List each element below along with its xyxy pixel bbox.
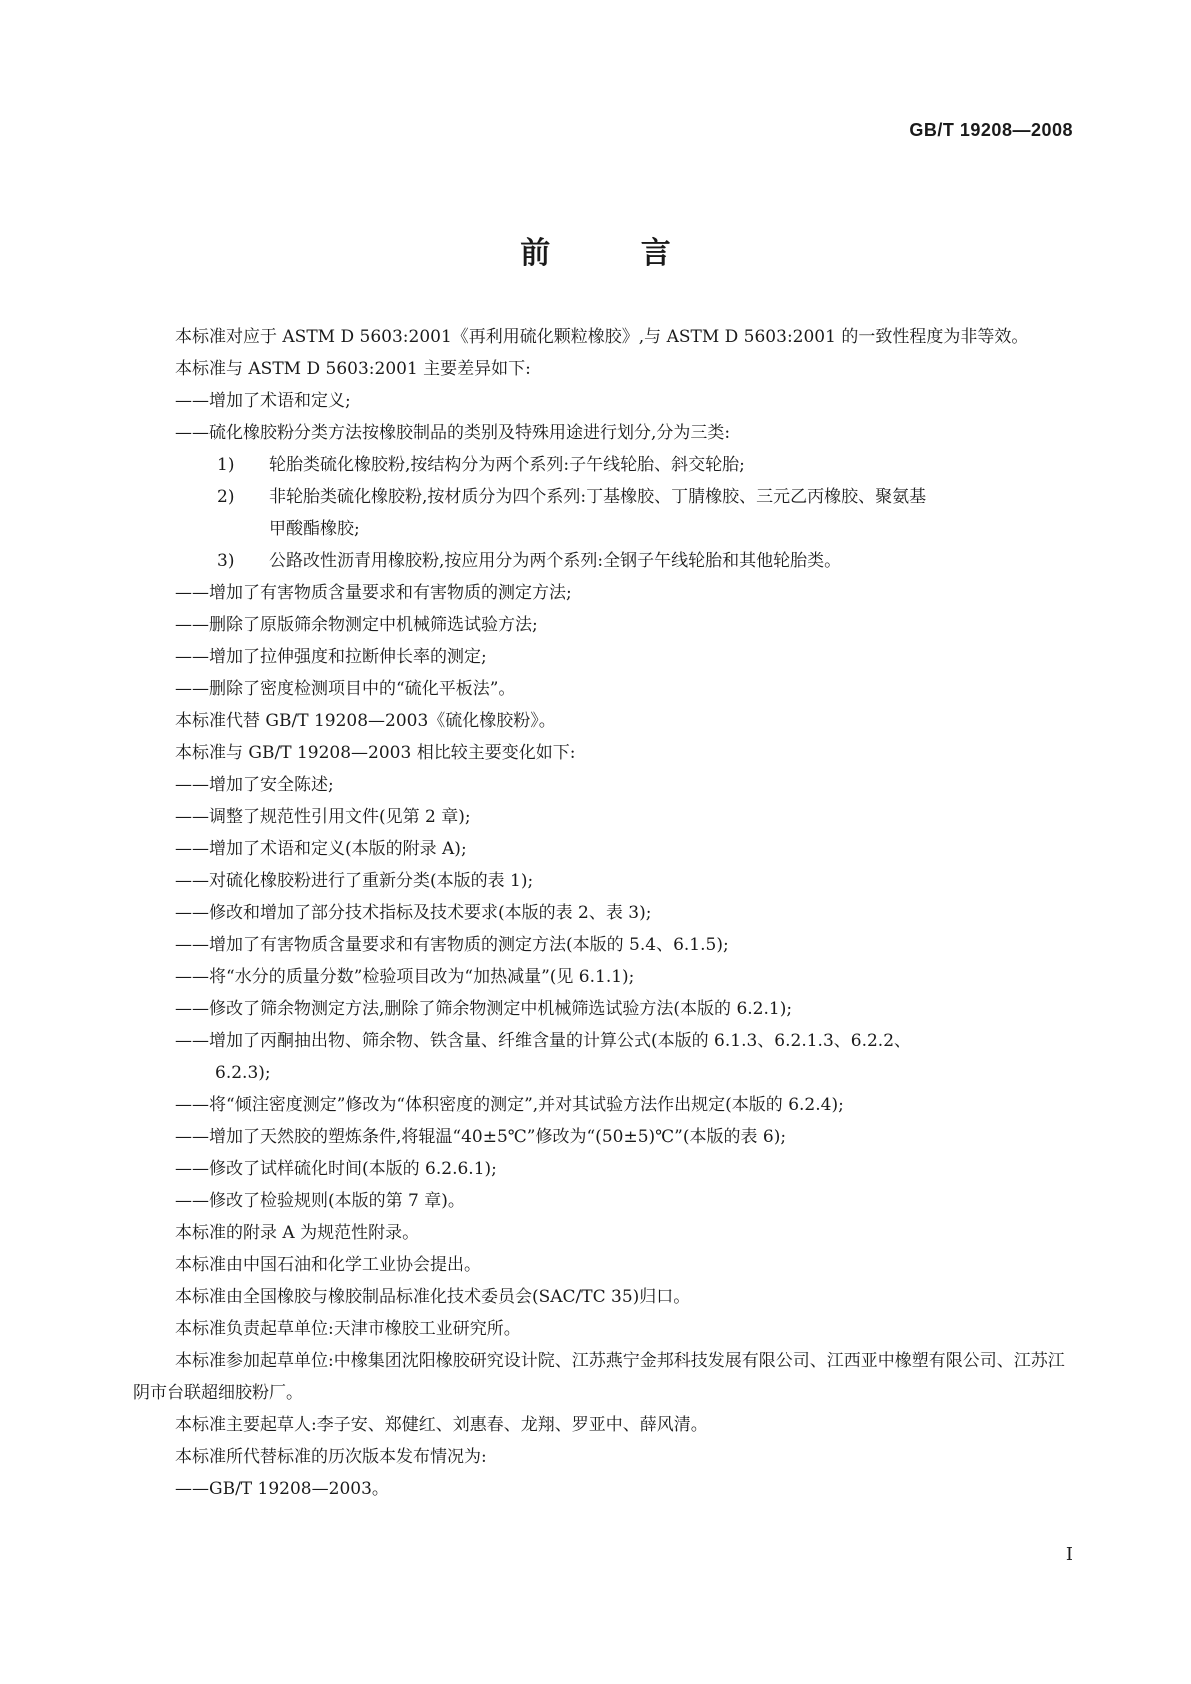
list-item bbox=[133, 1025, 1073, 1089]
paragraph: 本标准由中国石油和化学工业协会提出。 bbox=[175, 1255, 481, 1275]
document-body bbox=[133, 321, 1073, 1505]
paragraph: 本标准与 ASTM D 5603:2001 主要差异如下: bbox=[175, 359, 531, 379]
paragraph: 本标准所代替标准的历次版本发布情况为: bbox=[175, 1447, 487, 1467]
paragraph: 本标准代替 GB/T 19208—2003《硫化橡胶粉》。 bbox=[175, 711, 556, 731]
item-number: 2) bbox=[217, 487, 235, 507]
list-item: ——增加了安全陈述; bbox=[175, 775, 334, 795]
list-item: ——将“倾注密度测定”修改为“体积密度的测定”,并对其试验方法作出规定(本版的 6.2.4); bbox=[175, 1095, 844, 1115]
paragraph: 本标准负责起草单位:天津市橡胶工业研究所。 bbox=[175, 1319, 521, 1339]
paragraph: 本标准的附录 A 为规范性附录。 bbox=[175, 1223, 420, 1243]
page-title: 前 言 bbox=[520, 236, 711, 271]
list-item: ——增加了有害物质含量要求和有害物质的测定方法; bbox=[175, 583, 572, 603]
numbered-item bbox=[133, 545, 1073, 577]
paragraph: 本标准参加起草单位:中橡集团沈阳橡胶研究设计院、江苏燕宁金邦科技发展有限公司、江西亚中橡塑有限公司、江苏江阴市台联超细胶粉厂。 bbox=[133, 1351, 1065, 1403]
list-item: ——修改和增加了部分技术指标及技术要求(本版的表 2、表 3); bbox=[175, 903, 652, 923]
numbered-item bbox=[133, 481, 1073, 545]
item-text: 公路改性沥青用橡胶粉,按应用分为两个系列:全钢子午线轮胎和其他轮胎类。 bbox=[269, 551, 842, 571]
list-item: ——修改了筛余物测定方法,删除了筛余物测定中机械筛选试验方法(本版的 6.2.1); bbox=[175, 999, 793, 1019]
item-text: 轮胎类硫化橡胶粉,按结构分为两个系列:子午线轮胎、斜交轮胎; bbox=[269, 455, 745, 475]
list-item: ——硫化橡胶粉分类方法按橡胶制品的类别及特殊用途进行划分,分为三类: bbox=[175, 423, 731, 443]
list-item: ——删除了密度检测项目中的“硫化平板法”。 bbox=[175, 679, 516, 699]
list-item: ——增加了天然胶的塑炼条件,将辊温“40±5℃”修改为“(50±5)℃”(本版的表 6); bbox=[175, 1127, 787, 1147]
item-text: ——增加了丙酮抽出物、筛余物、铁含量、纤维含量的计算公式(本版的 6.1.3、6.2.1.3、6.2.2、 bbox=[175, 1031, 912, 1051]
item-number: 3) bbox=[217, 551, 235, 571]
list-item: ——修改了检验规则(本版的第 7 章)。 bbox=[175, 1191, 465, 1211]
paragraph: 本标准与 GB/T 19208—2003 相比较主要变化如下: bbox=[175, 743, 576, 763]
list-item: ——删除了原版筛余物测定中机械筛选试验方法; bbox=[175, 615, 538, 635]
item-number: 1) bbox=[217, 455, 235, 475]
list-item: ——增加了有害物质含量要求和有害物质的测定方法(本版的 5.4、6.1.5); bbox=[175, 935, 729, 955]
list-item: ——增加了术语和定义; bbox=[175, 391, 351, 411]
paragraph: 本标准对应于 ASTM D 5603:2001《再利用硫化颗粒橡胶》,与 ASTM D 5603:2001 的一致性程度为非等效。 bbox=[175, 327, 1029, 347]
list-item: ——增加了术语和定义(本版的附录 A); bbox=[175, 839, 467, 859]
page-number: I bbox=[1065, 1544, 1073, 1565]
list-item: ——修改了试样硫化时间(本版的 6.2.6.1); bbox=[175, 1159, 497, 1179]
list-item: ——GB/T 19208—2003。 bbox=[175, 1479, 389, 1499]
item-text-continued: 甲酸酯橡胶; bbox=[269, 519, 360, 539]
list-item: ——对硫化橡胶粉进行了重新分类(本版的表 1); bbox=[175, 871, 534, 891]
item-text: 非轮胎类硫化橡胶粉,按材质分为四个系列:丁基橡胶、丁腈橡胶、三元乙丙橡胶、聚氨基 bbox=[269, 487, 927, 507]
list-item: ——将“水分的质量分数”检验项目改为“加热减量”(见 6.1.1); bbox=[175, 967, 635, 987]
paragraph: 本标准主要起草人:李子安、郑健红、刘惠春、龙翔、罗亚中、薛风清。 bbox=[175, 1415, 708, 1435]
item-text-continued: 6.2.3); bbox=[215, 1063, 271, 1083]
numbered-item bbox=[133, 449, 1073, 481]
document-code: GB/T 19208—2008 bbox=[909, 120, 1073, 140]
list-item: ——增加了拉伸强度和拉断伸长率的测定; bbox=[175, 647, 487, 667]
list-item: ——调整了规范性引用文件(见第 2 章); bbox=[175, 807, 471, 827]
paragraph: 本标准由全国橡胶与橡胶制品标准化技术委员会(SAC/TC 35)归口。 bbox=[175, 1287, 691, 1307]
